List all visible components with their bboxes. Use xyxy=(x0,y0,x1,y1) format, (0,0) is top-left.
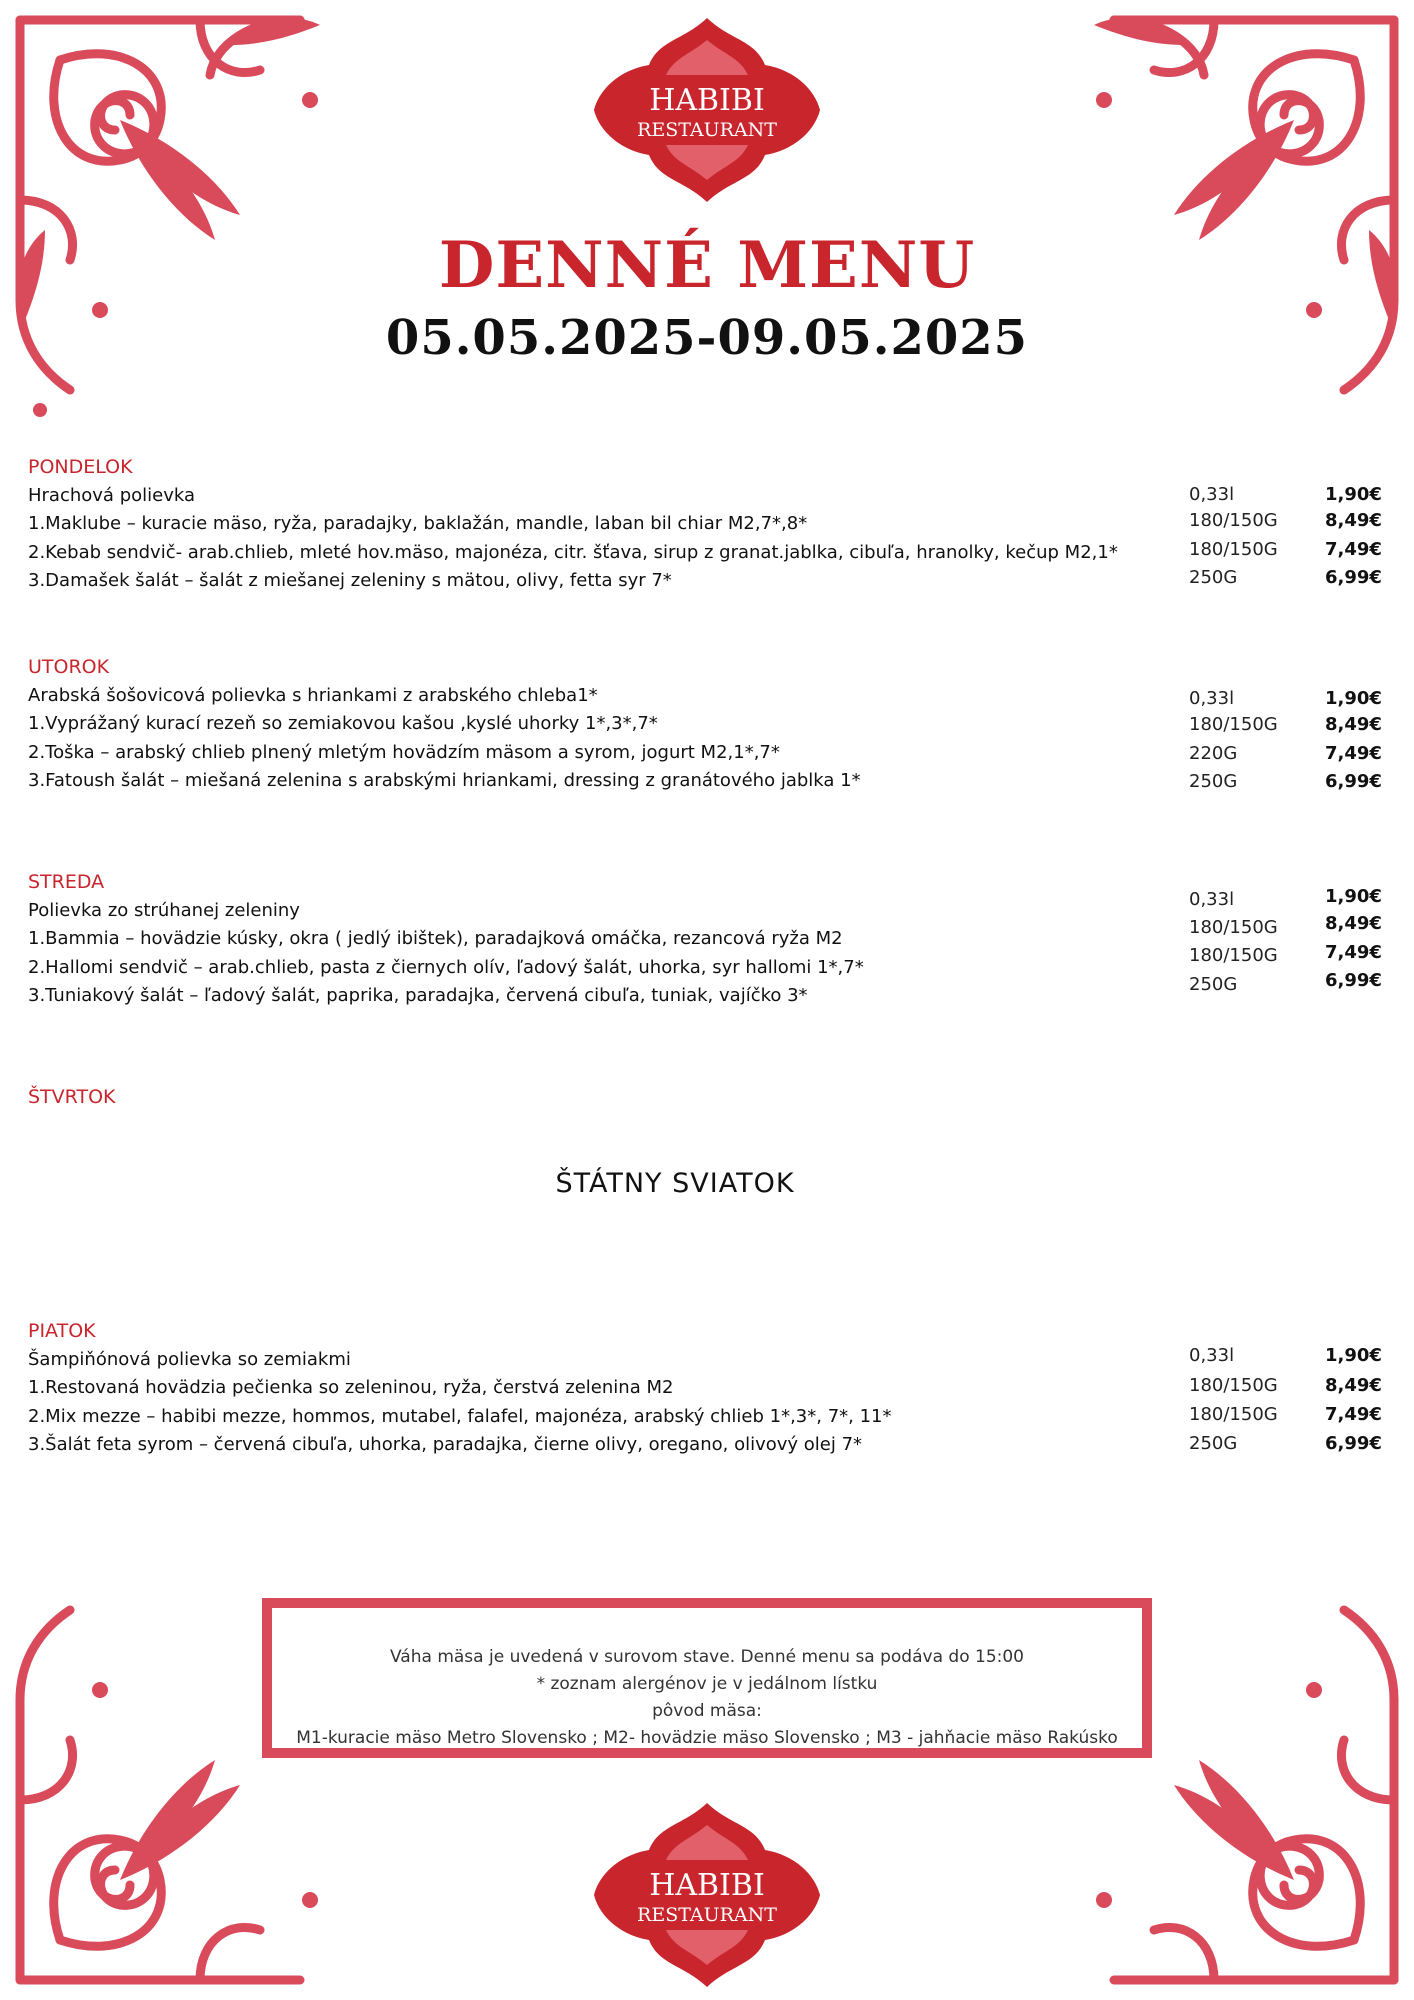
svg-text:HABIBI: HABIBI xyxy=(649,83,765,118)
quantity: 220G xyxy=(1189,743,1238,764)
day-heading-wednesday: STREDA xyxy=(28,871,105,893)
menu-item-wednesday-2: 2.Hallomi sendvič – arab.chlieb, pasta z čiernych olív, ľadový šalát, uhorka, syr hallomi 1*,7* xyxy=(28,957,864,978)
price: 7,49€ xyxy=(1325,942,1382,963)
menu-soup-wednesday: Polievka zo strúhanej zeleniny xyxy=(28,900,300,921)
quantity: 180/150G xyxy=(1189,1375,1278,1396)
page-title: DENNÉ MENU xyxy=(438,228,976,303)
menu-item-tuesday-1: 1.Vyprážaný kurací rezeň so zemiakovou kašou ,kyslé uhorky 1*,3*,7* xyxy=(28,713,658,734)
menu-item-monday-3: 3.Damašek šalát – šalát z miešanej zeleniny s mätou, olivy, fetta syr 7* xyxy=(28,570,672,591)
price: 6,99€ xyxy=(1325,771,1382,792)
svg-text:RESTAURANT: RESTAURANT xyxy=(637,1904,777,1926)
habibi-restaurant-logo xyxy=(580,10,834,210)
price: 7,49€ xyxy=(1325,1404,1382,1425)
price: 8,49€ xyxy=(1325,913,1382,934)
menu-soup-monday: Hrachová polievka xyxy=(28,485,195,506)
quantity: 0,33l xyxy=(1189,688,1235,709)
price: 1,90€ xyxy=(1325,688,1382,709)
menu-item-wednesday-1: 1.Bammia – hovädzie kúsky, okra ( jedlý ibištek), paradajková omáčka, rezancová ryža M2 xyxy=(28,928,843,949)
price: 8,49€ xyxy=(1325,1375,1382,1396)
notice-line: Váha mäsa je uvedená v surovom stave. Denné menu sa podáva do 15:00 xyxy=(390,1647,1024,1667)
price: 1,90€ xyxy=(1325,1345,1382,1366)
notice-line: pôvod mäsa: xyxy=(652,1701,762,1721)
menu-soup-tuesday: Arabská šošovicová polievka s hriankami z arabského chleba1* xyxy=(28,685,598,706)
price: 7,49€ xyxy=(1325,743,1382,764)
quantity: 180/150G xyxy=(1189,510,1278,531)
price: 6,99€ xyxy=(1325,970,1382,991)
menu-item-friday-1: 1.Restovaná hovädzia pečienka so zeleninou, ryža, čerstvá zelenina M2 xyxy=(28,1377,674,1398)
quantity: 180/150G xyxy=(1189,714,1278,735)
svg-text:RESTAURANT: RESTAURANT xyxy=(637,119,777,141)
quantity: 0,33l xyxy=(1189,1345,1235,1366)
menu-item-tuesday-2: 2.Toška – arabský chlieb plnený mletým hovädzím mäsom a syrom, jogurt M2,1*,7* xyxy=(28,742,780,763)
holiday-notice: ŠTÁTNY SVIATOK xyxy=(555,1168,795,1199)
quantity: 250G xyxy=(1189,771,1238,792)
price: 6,99€ xyxy=(1325,1433,1382,1454)
day-heading-tuesday: UTOROK xyxy=(28,656,110,678)
quantity: 180/150G xyxy=(1189,539,1278,560)
notice-line: M1-kuracie mäso Metro Slovensko ; M2- hovädzie mäso Slovensko ; M3 - jahňacie mäso Rakúsko xyxy=(296,1728,1118,1748)
price: 1,90€ xyxy=(1325,484,1382,505)
price: 7,49€ xyxy=(1325,539,1382,560)
menu-item-wednesday-3: 3.Tuniakový šalát – ľadový šalát, paprika, paradajka, červená cibuľa, tuniak, vajíčko 3* xyxy=(28,985,808,1006)
quantity: 180/150G xyxy=(1189,1404,1278,1425)
quantity: 250G xyxy=(1189,567,1238,588)
quantity: 250G xyxy=(1189,974,1238,995)
menu-item-friday-2: 2.Mix mezze – habibi mezze, hommos, mutabel, falafel, majonéza, arabský chlieb 1*,3*, 7*, 11* xyxy=(28,1406,892,1427)
menu-item-monday-2: 2.Kebab sendvič- arab.chlieb, mleté hov.mäso, majonéza, citr. šťava, sirup z granat.jablka, cibuľa, hranolky, kečup M2,1* xyxy=(28,542,1118,563)
day-heading-thursday: ŠTVRTOK xyxy=(28,1086,116,1108)
day-heading-friday: PIATOK xyxy=(28,1320,96,1342)
quantity: 0,33l xyxy=(1189,484,1235,505)
menu-item-monday-1: 1.Maklube – kuracie mäso, ryža, paradajky, baklažán, mandle, laban bil chiar M2,7*,8* xyxy=(28,513,808,534)
quantity: 180/150G xyxy=(1189,917,1278,938)
price: 8,49€ xyxy=(1325,714,1382,735)
menu-item-friday-3: 3.Šalát feta syrom – červená cibuľa, uhorka, paradajka, čierne olivy, oregano, olivový olej 7* xyxy=(28,1434,863,1455)
date-range: 05.05.2025-09.05.2025 xyxy=(385,310,1029,366)
quantity: 180/150G xyxy=(1189,945,1278,966)
svg-text:HABIBI: HABIBI xyxy=(649,1868,765,1903)
info-notice-box xyxy=(262,1598,1152,1758)
habibi-restaurant-logo-bottom xyxy=(580,1795,834,1995)
price: 8,49€ xyxy=(1325,510,1382,531)
notice-line: * zoznam alergénov je v jedálnom lístku xyxy=(536,1674,878,1694)
menu-item-tuesday-3: 3.Fatoush šalát – miešaná zelenina s arabskými hriankami, dressing z granátového jablka 1* xyxy=(28,770,861,791)
menu-soup-friday: Šampiňónová polievka so zemiakmi xyxy=(28,1349,351,1370)
price: 6,99€ xyxy=(1325,567,1382,588)
quantity: 0,33l xyxy=(1189,889,1235,910)
day-heading-monday: PONDELOK xyxy=(28,456,133,478)
quantity: 250G xyxy=(1189,1433,1238,1454)
price: 1,90€ xyxy=(1325,886,1382,907)
